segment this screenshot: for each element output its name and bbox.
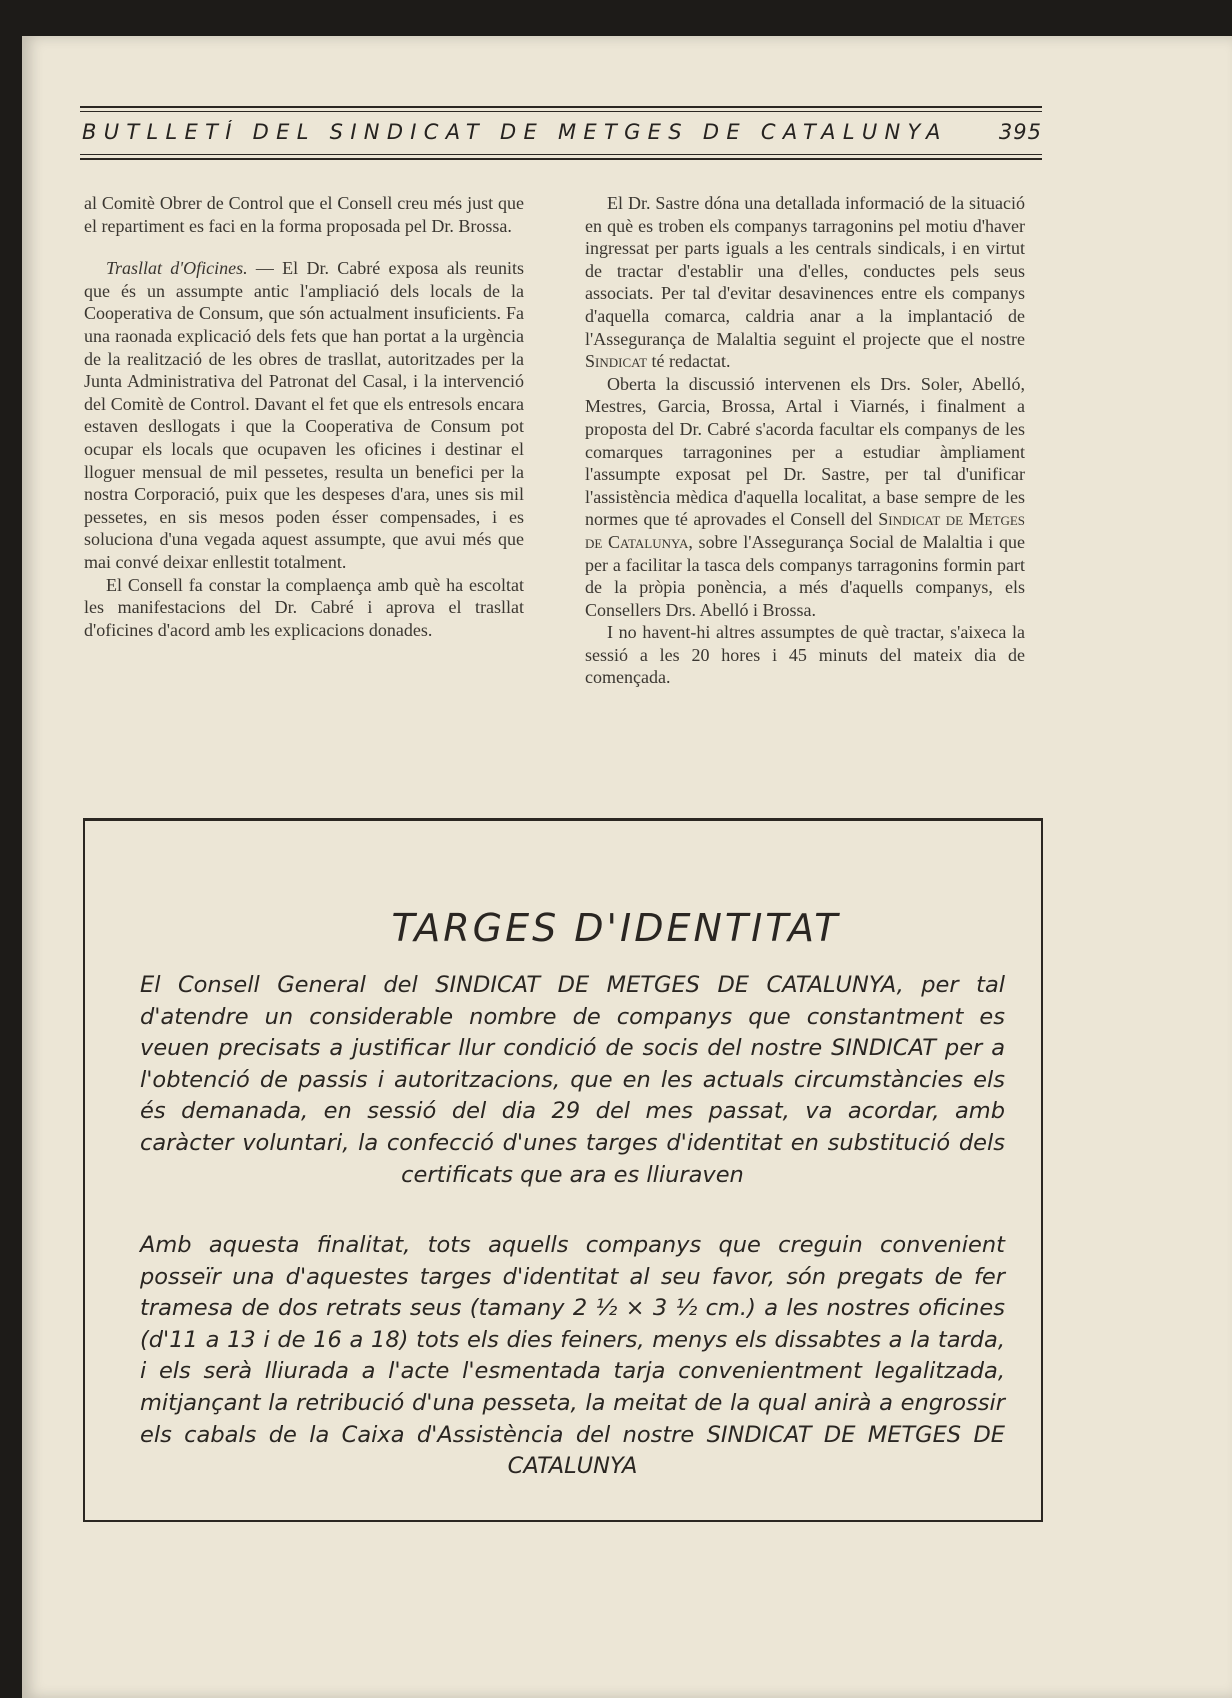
- notice-title: TARGES D'IDENTITAT: [391, 906, 841, 950]
- paragraph: I no havent-hi altres assumptes de què tractar, s'aixeca la sessió a les 20 hores i 45 minuts del mateix dia de començada.: [585, 622, 1025, 688]
- notice-paragraph: Amb aquesta finalitat, tots aquells companys que creguin convenient posseïr una d'aquestes targes d'identitat al seu favor, són pregats de fer tramesa de dos retrats seus (tamany 2 ½ × 3 ½ cm.) a les nostres oficines (d'11 a 13 i de 16 a 18) tots els dies feiners, menys els dissabtes a la tarda, i els serà lliurada a l'acte l'esmentada tarja convenientment legalitzada, mitjançant la retribució d'una pesseta, la meitat de la qual anirà a engrossir els cabals de la Caixa d'Assistència del nostre SINDICAT DE METGES DE CATALUNYA: [140, 1232, 1005, 1480]
- running-head: [82, 120, 1042, 148]
- section-heading: Trasllat d'Oficines.: [106, 258, 248, 279]
- right-column: [585, 192, 1025, 689]
- paragraph: [585, 192, 1025, 373]
- paragraph: [585, 373, 1025, 622]
- notice-paragraph: El Consell General del SINDICAT DE METGES DE CATALUNYA, per tal d'atendre un considerable nombre de companys que constantment es veuen precisats a justificar llur condició de socis del nostre SINDICAT per a l'obtenció de passis i autoritzacions, que en les actuals circumstàncies els és demanada, en sessió del dia 29 del mes passat, va acordar, amb caràcter voluntari, la confecció d'unes targes d'identitat en substitució dels certificats que ara es lliuraven: [140, 972, 1005, 1188]
- paragraph-text: El Dr. Sastre dóna una detallada informació de la situació en què es troben els companys tarragonins pel motiu d'haver ingressat per parts iguals a les centrals sindicals, i en virtut de tractar d'establir una d'elles, conductes pels seus associats. Per tal d'evitar desavinences entre els companys d'aquella comarca, caldria anar a la implantació de l'Assegurança de Malaltia seguint el projecte que el nostre: [585, 193, 1025, 349]
- paragraph-text: — El Dr. Cabré exposa als reunits que és un assumpte antic l'ampliació dels locals de la Cooperativa de Consum, que són actualment insuficients. Fa una raonada explicació dels fets que han portat a la urgència de la realització de les obres de trasllat, autoritzades per la Junta Administrativa del Patronat del Casal, i la intervenció del Comitè de Control. Davant el fet que els entresols encara estaven desllogats i que la Cooperativa de Consum pot ocupar els locals que ocupaven les oficines i destinar el lloguer mensual de mil pessetes, resulta un benefici per la nostra Corporació, puix que les despeses d'ara, unes sis mil pessetes, en sis mesos poden ésser compensades, i es soluciona d'una vegada aquest assumpte, que avui més que mai convé deixar enllestit totalment.: [84, 258, 524, 572]
- paragraph-text: , sobre l'Assegurança Social de Malaltia i que per a facilitar la tasca dels companys tarragonins formin part de la pròpia ponència, a més d'aquells companys, els Consellers Drs. Abelló i Brossa.: [585, 531, 1026, 620]
- small-caps-text: Sindicat: [585, 351, 648, 372]
- paragraph: El Consell fa constar la complaença amb què ha escoltat les manifestacions del Dr. Cabré i aprova el trasllat d'oficines d'acord amb les explicacions donades.: [84, 574, 524, 640]
- page-number: 395: [998, 120, 1042, 144]
- header-rules-top: [80, 106, 1042, 115]
- left-column: [84, 192, 524, 641]
- paragraph-text: té redactat.: [647, 351, 731, 372]
- header-rules-bottom: [80, 154, 1042, 163]
- small-caps-text: Sindicat de Metges de Catalunya: [585, 509, 1025, 552]
- running-title: BUTLLETÍ DEL SINDICAT DE METGES DE CATALUNYA: [82, 120, 948, 144]
- paragraph-trasllat: [84, 257, 524, 573]
- paragraph-text: Oberta la discussió intervenen els Drs. Soler, Abelló, Mestres, Garcia, Brossa, Artal i Viarnés, i finalment a proposta del Dr. Cabré s'acorda facultar els companys de les comarques tarragonines per a estudiar àmpliament l'assumpte exposat pel Dr. Sastre, per tal d'unificar l'assistència mèdica d'aquella localitat, a base sempre de les normes que té aprovades el Consell del: [585, 373, 1025, 530]
- paragraph: al Comitè Obrer de Control que el Consell creu més just que el repartiment es faci en la forma proposada pel Dr. Brossa.: [84, 193, 524, 236]
